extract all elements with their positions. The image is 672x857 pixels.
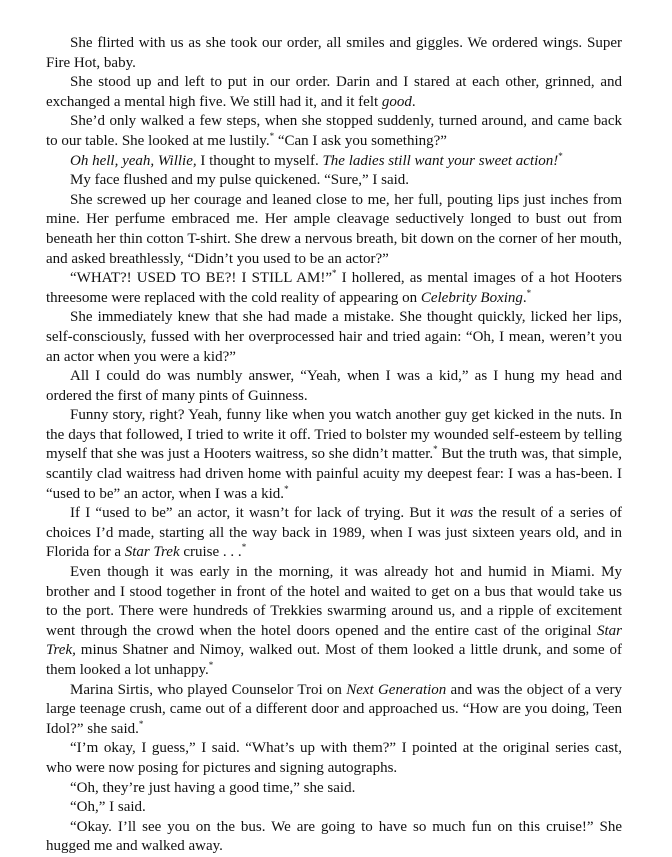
text-run: . [522, 289, 527, 306]
paragraph [46, 152, 622, 172]
paragraph [46, 112, 622, 151]
text-run: and was the object of a very large teenage crush, came out of a different door and approached us. “How are you doing, Teen Idol?” she said. [46, 681, 622, 737]
text-run: “Oh, they’re just having a good time,” she said. [70, 779, 356, 796]
paragraph [46, 818, 622, 857]
text-run: cruise . . . [179, 544, 242, 561]
text-run: She’d only walked a few steps, when she stopped suddenly, turned around, and came back to our table. She looked at me lustily. [46, 113, 622, 149]
text-run: “Can I ask you something?” [274, 132, 447, 149]
text-run: Marina Sirtis, who played Counselor Troi on [70, 681, 347, 698]
text-run: She immediately knew that she had made a mistake. She thought quickly, licked her lips, self-consciously, fussed with her overprocessed hair and tried again: “Oh, I mean, weren’t you an actor when you were a kid?” [46, 309, 622, 365]
text-run: But the truth was, that simple, scantily clad waitress had driven home with painful acuity my deepest fear: I was a has-been. I “used to be” an actor, when I was a kid. [46, 446, 622, 502]
italic-text: The ladies still want your sweet action! [322, 152, 559, 169]
paragraph [46, 681, 622, 740]
footnote-marker: * [241, 542, 247, 553]
text-run: . [411, 93, 416, 110]
paragraph [46, 406, 622, 504]
text-run: “I’m okay, I guess,” I said. “What’s up with them?” I pointed at the original series cast, who were now posing for pictures and signing autographs. [46, 740, 622, 776]
paragraph [46, 171, 622, 191]
text-run: I hollered, as mental images of a hot Hooters threesome were replaced with the cold reality of appearing on [46, 270, 622, 306]
paragraph [46, 191, 622, 269]
italic-text: was [449, 505, 474, 522]
footnote-marker: * [558, 150, 563, 161]
text-run: Funny story, right? Yeah, funny like when you watch another guy get kicked in the nuts. In the days that followed, I tried to write it off. Tried to bolster my wounded self-esteem by telling myself that she was just a Hooters waitress, so she didn’t matter. [46, 407, 622, 463]
text-run: All I could do was numbly answer, “Yeah, when I was a kid,” as I hung my head and ordered the first of many pints of Guinness. [46, 368, 622, 404]
italic-text: good [381, 93, 412, 110]
footnote-marker: * [332, 268, 337, 279]
footnote-marker: * [526, 287, 532, 298]
italic-text: Oh hell, yeah, Willie, [70, 152, 197, 169]
paragraph [46, 779, 622, 799]
footnote-marker: * [138, 718, 144, 729]
italic-text: Star Trek, [46, 622, 622, 659]
text-run: “Oh,” I said. [70, 799, 146, 816]
paragraph [46, 504, 622, 563]
text-run: “WHAT?! USED TO BE?! I STILL AM!” [70, 270, 332, 287]
text-run: She flirted with us as she took our order, all smiles and giggles. We ordered wings. Super Fire Hot, baby. [46, 35, 622, 71]
footnote-marker: * [284, 483, 289, 494]
paragraph [46, 73, 622, 112]
text-run: My face flushed and my pulse quickened. “Sure,” I said. [70, 172, 410, 189]
text-run: She stood up and left to put in our order. Darin and I stared at each other, grinned, and exchanged a mental high five. We still had it, and it felt [46, 74, 622, 110]
text-run: minus Shatner and Nimoy, walked out. Most of them looked a little drunk, and some of them looked a lot unhappy. [46, 642, 622, 678]
book-page [46, 34, 622, 857]
paragraph [46, 798, 622, 818]
text-run: “Okay. I’ll see you on the bus. We are going to have so much fun on this cruise!” She hugged me and walked away. [46, 818, 622, 855]
text-run: I thought to myself. [196, 152, 323, 169]
footnote-marker: * [433, 444, 438, 455]
text-run: Even though it was early in the morning, it was already hot and humid in Miami. My brother and I stood together in front of the hotel and waited to get on a bus that would take us to the port. There were hundreds of Trekkies swarming around us, and a ripple of excitement went through the crowd when the hotel doors opened and the entire cast of the original [46, 564, 622, 639]
paragraph [46, 308, 622, 367]
paragraph [46, 563, 622, 681]
text-run: If I “used to be” an actor, it wasn’t for lack of trying. But it [70, 505, 450, 522]
italic-text: Celebrity Boxing [420, 289, 523, 306]
footnote-marker: * [208, 660, 214, 670]
footnote-marker: * [269, 130, 275, 141]
text-run: the result of a series of choices I’d made, starting all the way back in 1989, when I was just sixteen years old, and in Florida for a [46, 505, 622, 561]
paragraph [46, 269, 622, 308]
paragraph [46, 367, 622, 406]
paragraph [46, 739, 622, 778]
italic-text: Next Generation [346, 681, 447, 698]
italic-text: Star Trek [124, 544, 180, 561]
paragraph [46, 34, 622, 73]
text-run: She screwed up her courage and leaned close to me, her full, pouting lips just inches from mine. Her perfume embraced me. Her ample cleavage seductively longed to bust out from beneath her thin cotton T-shirt. She drew a nervous breath, bit down on the corner of her mouth, and asked breathlessly, “Didn’t you used to be an actor?” [46, 191, 622, 267]
